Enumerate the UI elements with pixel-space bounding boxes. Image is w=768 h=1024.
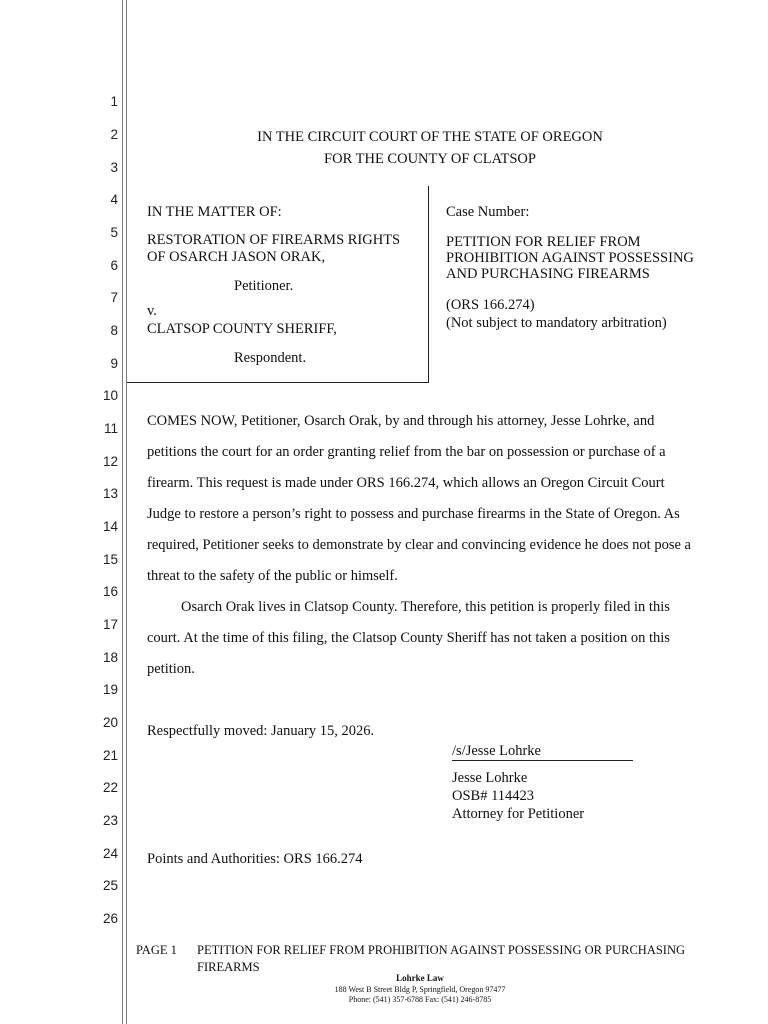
body-line: Osarch Orak lives in Clatsop County. Therefore, this petition is properly filed in this: [181, 599, 670, 615]
body-line: firearm. This request is made under ORS 166.274, which allows an Oregon Circuit Court: [147, 475, 665, 491]
respectfully-moved: Respectfully moved: January 15, 2026.: [147, 723, 375, 739]
footer-title-line2: FIREARMS: [197, 960, 260, 974]
line-number: 1: [110, 94, 118, 109]
caption-matter: IN THE MATTER OF:: [147, 204, 282, 220]
points-and-authorities: Points and Authorities: ORS 166.274: [147, 851, 363, 867]
body-line: petitions the court for an order granting relief from the bar on possession or purchase of a: [147, 444, 666, 460]
court-heading-line1: IN THE CIRCUIT COURT OF THE STATE OF OREGON: [257, 129, 603, 145]
body-line: COMES NOW, Petitioner, Osarch Orak, by and through his attorney, Jesse Lohrke, and: [147, 413, 655, 429]
line-number: 20: [102, 715, 118, 730]
case-title-line2: PROHIBITION AGAINST POSSESSING: [446, 250, 694, 266]
body-line: threat to the safety of the public or himself.: [147, 568, 398, 584]
line-number: 3: [110, 160, 118, 175]
line-number: 5: [110, 225, 118, 240]
signature-line: /s/Jesse Lohrke: [452, 743, 633, 761]
body-line: petition.: [147, 661, 195, 677]
footer-address: 188 West B Street Bldg P, Springfield, Oregon 97477: [334, 985, 506, 994]
line-number: 16: [102, 584, 118, 599]
case-title-line3: AND PURCHASING FIREARMS: [446, 266, 650, 282]
case-arbitration: (Not subject to mandatory arbitration): [446, 315, 667, 331]
case-title-line1: PETITION FOR RELIEF FROM: [446, 234, 641, 250]
line-number: 6: [110, 258, 118, 273]
caption-restoration-line2: OF OSARCH JASON ORAK,: [147, 249, 326, 265]
line-number: 14: [102, 519, 118, 534]
footer-firm: Lohrke Law: [396, 973, 444, 983]
line-number: 12: [102, 454, 118, 469]
case-statute: (ORS 166.274): [446, 297, 535, 313]
line-number: 7: [110, 290, 118, 305]
line-number: 15: [102, 552, 118, 567]
line-number: 4: [110, 192, 118, 207]
body-line: court. At the time of this filing, the Clatsop County Sheriff has not taken a position on this: [147, 630, 670, 646]
line-number: 19: [102, 682, 118, 697]
line-number: 8: [110, 323, 118, 338]
caption-restoration-line1: RESTORATION OF FIREARMS RIGHTS: [147, 232, 401, 248]
margin-rule-left: [122, 0, 123, 1024]
caption-respondent-role: Respondent.: [234, 350, 307, 366]
caption-respondent-name: CLATSOP COUNTY SHERIFF,: [147, 321, 337, 337]
footer-page-label: PAGE 1: [136, 943, 177, 957]
body-line: required, Petitioner seeks to demonstrate by clear and convincing evidence he does not pose a: [147, 537, 691, 553]
margin-rule-right: [126, 0, 127, 1024]
line-number: 10: [102, 388, 118, 403]
line-number: 23: [102, 813, 118, 828]
line-number: 25: [102, 878, 118, 893]
line-number: 22: [102, 780, 118, 795]
attorney-role: Attorney for Petitioner: [452, 806, 585, 822]
caption-versus: v.: [147, 303, 157, 319]
court-heading-line2: FOR THE COUNTY OF CLATSOP: [324, 151, 536, 167]
line-number: 24: [102, 846, 118, 861]
footer-title-line1: PETITION FOR RELIEF FROM PROHIBITION AGAINST POSSESSING OR PURCHASING: [197, 943, 686, 957]
body-line: Judge to restore a person’s right to possess and purchase firearms in the State of Oregon. As: [147, 506, 680, 522]
case-number-label: Case Number:: [446, 204, 530, 220]
caption-petitioner-role: Petitioner.: [234, 278, 294, 294]
line-number: 2: [110, 127, 118, 142]
line-number: 17: [102, 617, 118, 632]
line-number: 9: [110, 356, 118, 371]
line-number: 21: [102, 748, 118, 763]
attorney-name: Jesse Lohrke: [452, 770, 528, 786]
line-number: 26: [102, 911, 118, 926]
line-number: 18: [102, 650, 118, 665]
footer-contact: Phone: (541) 357-6788 Fax: (541) 246-8785: [348, 995, 492, 1004]
attorney-osb: OSB# 114423: [452, 788, 535, 804]
line-number: 11: [103, 421, 118, 436]
line-number: 13: [102, 486, 118, 501]
